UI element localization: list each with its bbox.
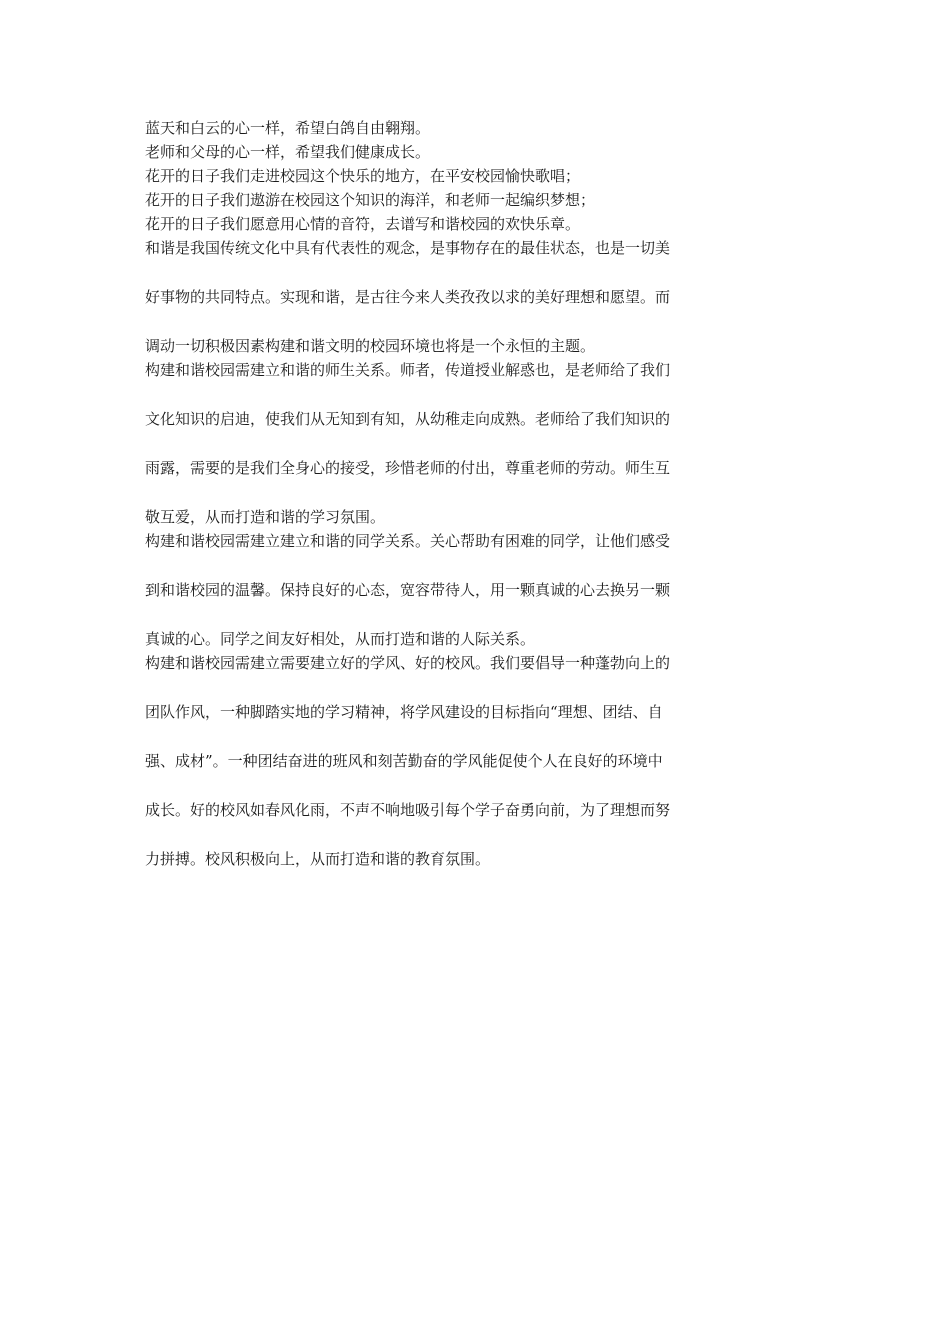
intro-line: 蓝天和白云的心一样，希望白鸽自由翱翔。 xyxy=(145,119,431,137)
document-body xyxy=(145,116,745,871)
paragraph-line: 强、成材”。一种团结奋进的班风和刻苦勤奋的学风能促使个人在良好的环境中 xyxy=(145,752,663,770)
paragraph-teacher-student xyxy=(145,358,745,529)
paragraph-line: 构建和谐校园需建立和谐的师生关系。师者，传道授业解惑也，是老师给了我们 xyxy=(145,361,671,379)
paragraph-line: 雨露，需要的是我们全身心的接受，珍惜老师的付出，尊重老师的劳动。师生互 xyxy=(145,459,671,477)
intro-line: 花开的日子我们走进校园这个快乐的地方，在平安校园愉快歌唱； xyxy=(145,167,581,185)
paragraph-line: 到和谐校园的温馨。保持良好的心态，宽容带待人，用一颗真诚的心去换另一颗 xyxy=(145,581,671,599)
intro-line: 花开的日子我们愿意用心情的音符，去谱写和谐校园的欢快乐章。 xyxy=(145,215,581,233)
paragraph-line: 和谐是我国传统文化中具有代表性的观念，是事物存在的最佳状态，也是一切美 xyxy=(145,239,671,257)
paragraph-line: 敬互爱，从而打造和谐的学习氛围。 xyxy=(145,508,386,526)
paragraph-harmony xyxy=(145,236,745,358)
paragraph-line: 文化知识的启迪，使我们从无知到有知，从幼稚走向成熟。老师给了我们知识的 xyxy=(145,410,671,428)
paragraph-line: 真诚的心。同学之间友好相处，从而打造和谐的人际关系。 xyxy=(145,630,536,648)
paragraph-line: 好事物的共同特点。实现和谐，是古往今来人类孜孜以求的美好理想和愿望。而 xyxy=(145,288,671,306)
paragraph-line: 调动一切积极因素构建和谐文明的校园环境也将是一个永恒的主题。 xyxy=(145,337,596,355)
paragraph-line: 力拼搏。校风积极向上，从而打造和谐的教育氛围。 xyxy=(145,850,491,868)
paragraph-line: 构建和谐校园需建立需要建立好的学风、好的校风。我们要倡导一种蓬勃向上的 xyxy=(145,654,671,672)
paragraph-line: 团队作风，一种脚踏实地的学习精神，将学风建设的目标指向“理想、团结、自 xyxy=(145,703,663,721)
paragraph-study-culture xyxy=(145,651,745,871)
paragraph-classmates xyxy=(145,529,745,651)
intro-line: 老师和父母的心一样，希望我们健康成长。 xyxy=(145,143,431,161)
intro-line: 花开的日子我们遨游在校园这个知识的海洋，和老师一起编织梦想； xyxy=(145,191,596,209)
paragraph-line: 构建和谐校园需建立建立和谐的同学关系。关心帮助有困难的同学，让他们感受 xyxy=(145,532,671,550)
paragraph-line: 成长。好的校风如春风化雨，不声不响地吸引每个学子奋勇向前，为了理想而努 xyxy=(145,801,671,819)
